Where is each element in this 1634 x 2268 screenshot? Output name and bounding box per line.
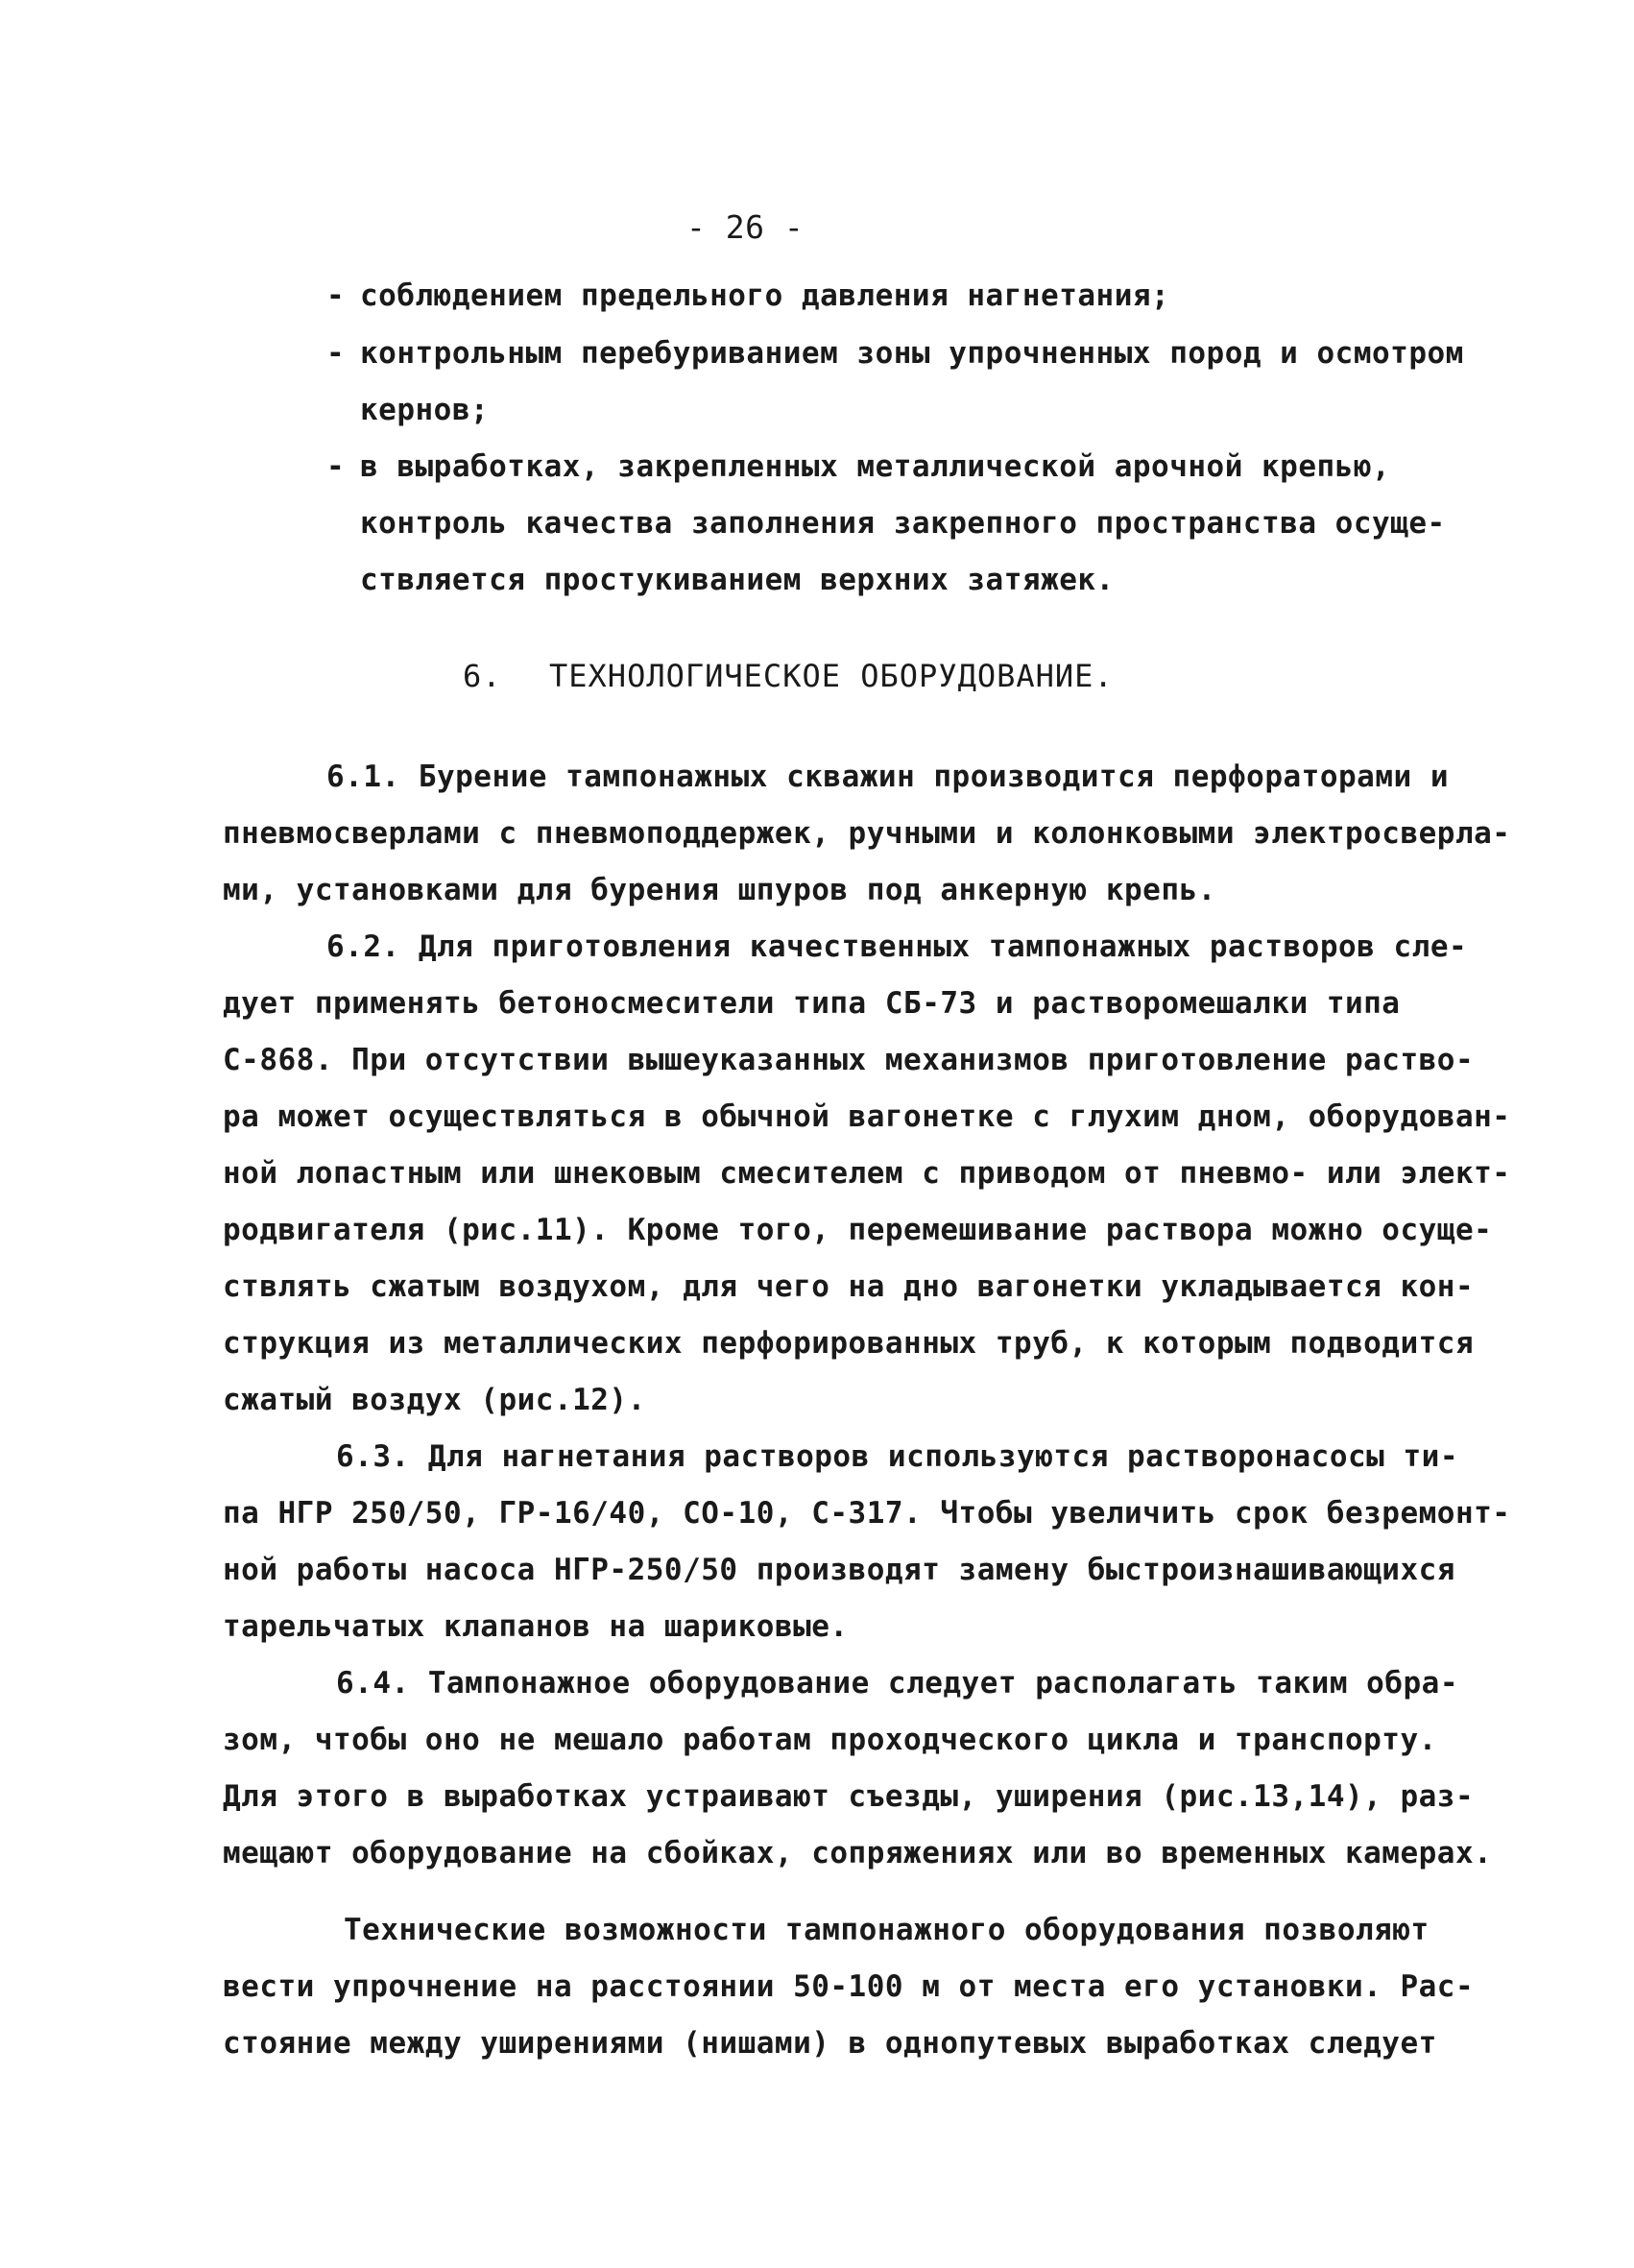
bullet-text-line: ствляется простукиванием верхних затяжек. bbox=[360, 563, 1115, 597]
page-number: - 26 - bbox=[686, 208, 805, 246]
paragraph-line: сжатый воздух (рис.12). bbox=[223, 1383, 646, 1417]
bullet-dash: - bbox=[326, 278, 346, 313]
paragraph-line: стояние между уширениями (нишами) в однопутевых выработках следует bbox=[223, 2026, 1437, 2061]
bullet-text-line: кернов; bbox=[360, 393, 490, 427]
paragraph-line: па НГР 250/50, ГР-16/40, СО-10, С-317. Чтобы увеличить срок безремонт- bbox=[223, 1496, 1511, 1531]
section-title: ТЕХНОЛОГИЧЕСКОЕ ОБОРУДОВАНИЕ. bbox=[549, 658, 1114, 694]
paragraph-line: ной работы насоса НГР-250/50 производят замену быстроизнашивающихся bbox=[223, 1553, 1455, 1587]
paragraph-line: вести упрочнение на расстоянии 50-100 м от места его установки. Рас- bbox=[223, 1969, 1475, 2004]
paragraph-line: тарельчатых клапанов на шариковые. bbox=[223, 1609, 849, 1644]
paragraph-line: ствлять сжатым воздухом, для чего на дно вагонетки укладывается кон- bbox=[223, 1269, 1475, 1304]
paragraph-line: дует применять бетоносмесители типа СБ-73 и растворомешалки типа bbox=[223, 986, 1401, 1021]
bullet-text-line: соблюдением предельного давления нагнетания; bbox=[360, 278, 1170, 313]
paragraph-line: С-868. При отсутствии вышеуказанных механизмов приготовление раство- bbox=[223, 1043, 1475, 1077]
paragraph-line: 6.3. Для нагнетания растворов используются растворонасосы ти- bbox=[336, 1439, 1458, 1474]
paragraph-line: 6.4. Тампонажное оборудование следует располагать таким обра- bbox=[336, 1666, 1458, 1701]
section-number: 6. bbox=[463, 658, 502, 694]
paragraph-line: 6.1. Бурение тампонажных скважин производится перфораторами и bbox=[326, 760, 1449, 794]
bullet-dash: - bbox=[326, 336, 346, 371]
paragraph-line: ми, установками для бурения шпуров под анкерную крепь. bbox=[223, 873, 1216, 907]
paragraph-line: мещают оборудование на сбойках, сопряжениях или во временных камерах. bbox=[223, 1836, 1493, 1870]
paragraph-line: Технические возможности тампонажного оборудования позволяют bbox=[344, 1913, 1430, 1947]
paragraph-line: струкция из металлических перфорированных труб, к которым подводится bbox=[223, 1326, 1475, 1361]
paragraph-line: ра может осуществляться в обычной вагонетке с глухим дном, оборудован- bbox=[223, 1099, 1511, 1134]
bullet-dash: - bbox=[326, 449, 346, 484]
paragraph-line: ной лопастным или шнековым смесителем с приводом от пневмо- или элект- bbox=[223, 1156, 1511, 1191]
bullet-text-line: в выработках, закрепленных металлической арочной крепью, bbox=[360, 449, 1391, 484]
paragraph-line: пневмосверлами с пневмоподдержек, ручными и колонковыми электросверла- bbox=[223, 816, 1511, 851]
paragraph-line: 6.2. Для приготовления качественных тампонажных растворов сле- bbox=[326, 929, 1468, 964]
paragraph-line: зом, чтобы оно не мешало работам проходческого цикла и транспорту. bbox=[223, 1723, 1437, 1757]
paragraph-line: Для этого в выработках устраивают съезды, уширения (рис.13,14), раз- bbox=[223, 1779, 1475, 1814]
paragraph-line: родвигателя (рис.11). Кроме того, перемешивание раствора можно осуще- bbox=[223, 1213, 1493, 1247]
bullet-text-line: контроль качества заполнения закрепного пространства осуще- bbox=[360, 506, 1446, 541]
bullet-text-line: контрольным перебуриванием зоны упрочненных пород и осмотром bbox=[360, 336, 1464, 371]
